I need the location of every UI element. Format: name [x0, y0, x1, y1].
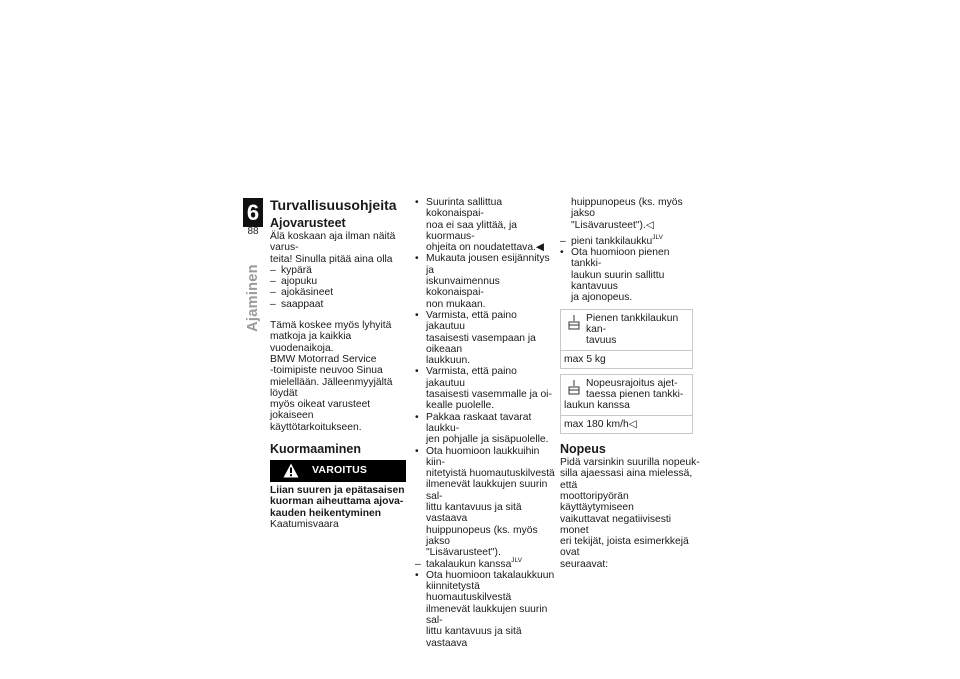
- paragraph-line: seuraavat:: [560, 558, 609, 570]
- line: noa ei saa ylittää, ja kuormaus-: [426, 219, 518, 242]
- subheading-nopeus: Nopeus: [560, 442, 606, 457]
- spec-label: tavuus: [586, 335, 617, 347]
- warning-banner: [270, 460, 406, 482]
- spec-label-row: [561, 375, 692, 415]
- chapter-side-label: [238, 258, 268, 338]
- line: iskunvaimennus kokonaispai-: [426, 276, 500, 299]
- list-item: [415, 253, 557, 309]
- line: tasaisesti vasempaan ja oikeaan: [426, 332, 536, 355]
- spec-value: max 5 kg: [561, 350, 692, 368]
- spec-label-row: [561, 310, 692, 350]
- line: • Varmista, että paino jakautuu: [426, 366, 517, 389]
- list-item: – ajokäsineet: [270, 287, 412, 298]
- intro-line: teita! Sinulla pitää aina olla: [270, 253, 393, 265]
- spec-label: taessa pienen tankki-: [586, 389, 684, 401]
- tank-bag-icon: [567, 379, 581, 397]
- line: huippunopeus (ks. myös jakso: [426, 524, 538, 547]
- line: • Varmista, että paino jakautuu: [426, 309, 517, 333]
- line: kiinnitetystä huomautuskilvestä: [426, 581, 512, 604]
- spec-label: Nopeusrajoitus ajet-: [586, 377, 678, 389]
- spec-table-capacity: [560, 309, 693, 369]
- option-marker: JLV: [652, 233, 663, 241]
- list-item: [560, 247, 702, 303]
- line: kealle puolelle.: [426, 400, 495, 412]
- section-title: Turvallisuusohjeita: [270, 197, 397, 213]
- option-marker: JLV: [511, 556, 523, 564]
- paragraph-line: Pidä varsinkin suurilla nopeuk-: [560, 457, 700, 469]
- list-item: [415, 366, 557, 411]
- intro-line: Älä koskaan aja ilman näitä varus-: [270, 231, 396, 254]
- line: laukun suurin sallittu kantavuus: [571, 269, 665, 293]
- list-item: – saappaat: [270, 299, 412, 310]
- line: "Lisävarusteet").: [426, 547, 501, 559]
- list-item: – kypärä: [270, 265, 412, 276]
- warning-label: VAROITUS: [312, 464, 368, 477]
- column-1: [270, 197, 412, 530]
- subheading-kuormaaminen: Kuormaaminen: [270, 442, 361, 457]
- chapter-number: 6: [243, 198, 263, 227]
- column-3: [560, 197, 702, 570]
- paragraph-line: moottoripyörän käyttäytymiseen: [560, 490, 634, 514]
- dash-text: takalaukun kanssa: [426, 558, 512, 570]
- warning-text: Kaatumisvaara: [270, 518, 339, 530]
- line: littu kantavuus ja sitä vastaava: [426, 502, 522, 525]
- list-item: [415, 446, 557, 559]
- paragraph-line: myös oikeat varusteet jokaiseen: [270, 399, 371, 422]
- tank-bag-icon: [567, 314, 581, 332]
- subheading-ajovarusteet: Ajovarusteet: [270, 216, 346, 230]
- paragraph-line: -toimipiste neuvoo Sinua: [270, 365, 383, 377]
- line: nitetyistä huomautuskilvestä: [426, 468, 555, 480]
- line: • Ota huomioon pienen tankki-: [571, 247, 670, 270]
- line: • Mukauta jousen esijännitys ja: [426, 253, 550, 276]
- line: • Ota huomioon laukkuihin kiin-: [426, 445, 540, 468]
- page-number: 88: [247, 226, 259, 237]
- chapter-name: Ajaminen: [245, 264, 261, 332]
- line: non mukaan.: [426, 298, 486, 310]
- paragraph-line: eri tekijät, joista esimerkkejä ovat: [560, 536, 689, 559]
- spec-value: max 180 km/h◁: [561, 415, 692, 433]
- line: huippunopeus (ks. myös jakso: [571, 197, 683, 220]
- spec-label: laukun kanssa: [564, 400, 630, 412]
- warning-title-line: Liian suuren ja epätasaisen: [270, 485, 405, 497]
- line: tasaisesti vasemmalle ja oi-: [426, 389, 552, 401]
- line: • Pakkaa raskaat tavarat laukku-: [426, 411, 532, 434]
- list-item: [415, 570, 557, 649]
- line: ja ajonopeus.: [571, 292, 633, 304]
- paragraph-line: BMW Motorrad Service: [270, 353, 377, 365]
- warning-triangle-icon: [283, 463, 299, 478]
- spec-label: Pienen tankkilaukun kan-: [586, 312, 679, 335]
- paragraph-line: vaikuttavat negatiivisesti monet: [560, 513, 672, 536]
- line: laukkuun.: [426, 355, 471, 367]
- paragraph-line: Tämä koskee myös lyhyitä: [270, 320, 392, 332]
- line: littu kantavuus ja sitä vastaava: [426, 626, 522, 649]
- list-item: – ajopuku: [270, 276, 412, 287]
- paragraph-line: silla ajaessasi aina mielessä, että: [560, 468, 693, 491]
- line: ohjeita on noudatettava.◀: [426, 242, 544, 254]
- line: • Ota huomioon takalaukkuun: [426, 569, 555, 581]
- line: "Lisävarusteet").◁: [571, 219, 654, 231]
- list-item: [415, 310, 557, 366]
- line: jen pohjalle ja sisäpuolelle.: [426, 434, 549, 446]
- line: ilmenevät laukkujen suurin sal-: [426, 603, 548, 626]
- paragraph-line: matkoja ja kaikkia vuodenaikoja.: [270, 331, 352, 354]
- line: • Suurinta sallittua kokonaispai-: [426, 197, 503, 220]
- list-item: [415, 197, 557, 253]
- paragraph-line: käyttötarkoitukseen.: [270, 421, 362, 433]
- paragraph-line: mielellään. Jälleenmyyjältä löydät: [270, 376, 393, 399]
- list-item: [560, 233, 702, 247]
- list-item: [415, 412, 557, 446]
- column-2: [415, 197, 557, 649]
- list-item: [415, 556, 557, 570]
- line: ilmenevät laukkujen suurin sal-: [426, 479, 548, 502]
- spec-table-speed: [560, 374, 693, 434]
- warning-title-line: kuorman aiheuttama ajova-: [270, 496, 404, 508]
- dash-text: pieni tankkilaukku: [571, 235, 653, 247]
- warning-title-line: kauden heikentyminen: [270, 507, 382, 519]
